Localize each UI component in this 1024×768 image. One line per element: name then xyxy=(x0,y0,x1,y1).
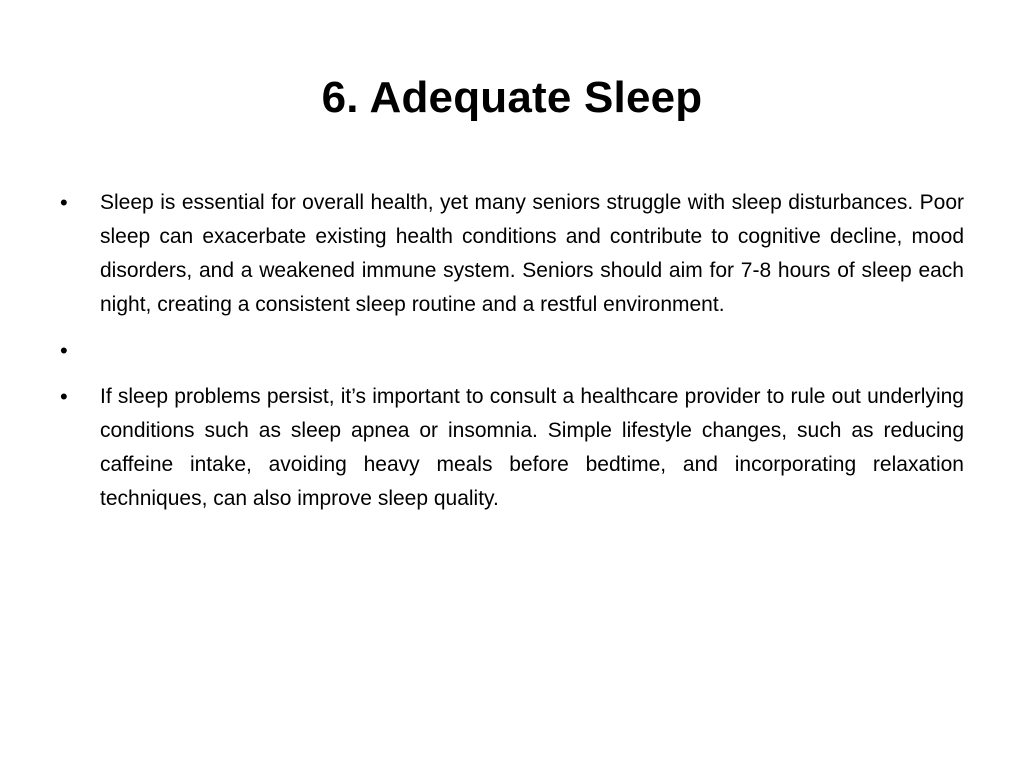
bullet-text xyxy=(100,334,964,368)
slide-title: 6. Adequate Sleep xyxy=(321,73,703,122)
bullet-marker: • xyxy=(60,384,68,409)
bullet-item-sleep-problems xyxy=(60,380,964,516)
bullet-list xyxy=(60,186,964,528)
bullet-marker: • xyxy=(60,338,68,363)
bullet-marker: • xyxy=(60,190,68,215)
bullet-text: Sleep is essential for overall health, yet many seniors struggle with sleep disturbances. Poor sleep can exacerbate existing health conditions and contribute to cognitive decline, mood disorders, and a weakened immune system. Seniors should aim for 7-8 hours of sleep each night, creating a consistent sleep routine and a restful environment. xyxy=(100,191,964,316)
bullet-text: If sleep problems persist, it’s important to consult a healthcare provider to rule out underlying conditions such as sleep apnea or insomnia. Simple lifestyle changes, such as reducing caffeine intake, avoiding heavy meals before bedtime, and incorporating relaxation techniques, can also improve sleep quality. xyxy=(100,385,964,510)
bullet-item-sleep-essential xyxy=(60,186,964,322)
bullet-item-empty xyxy=(60,334,964,368)
